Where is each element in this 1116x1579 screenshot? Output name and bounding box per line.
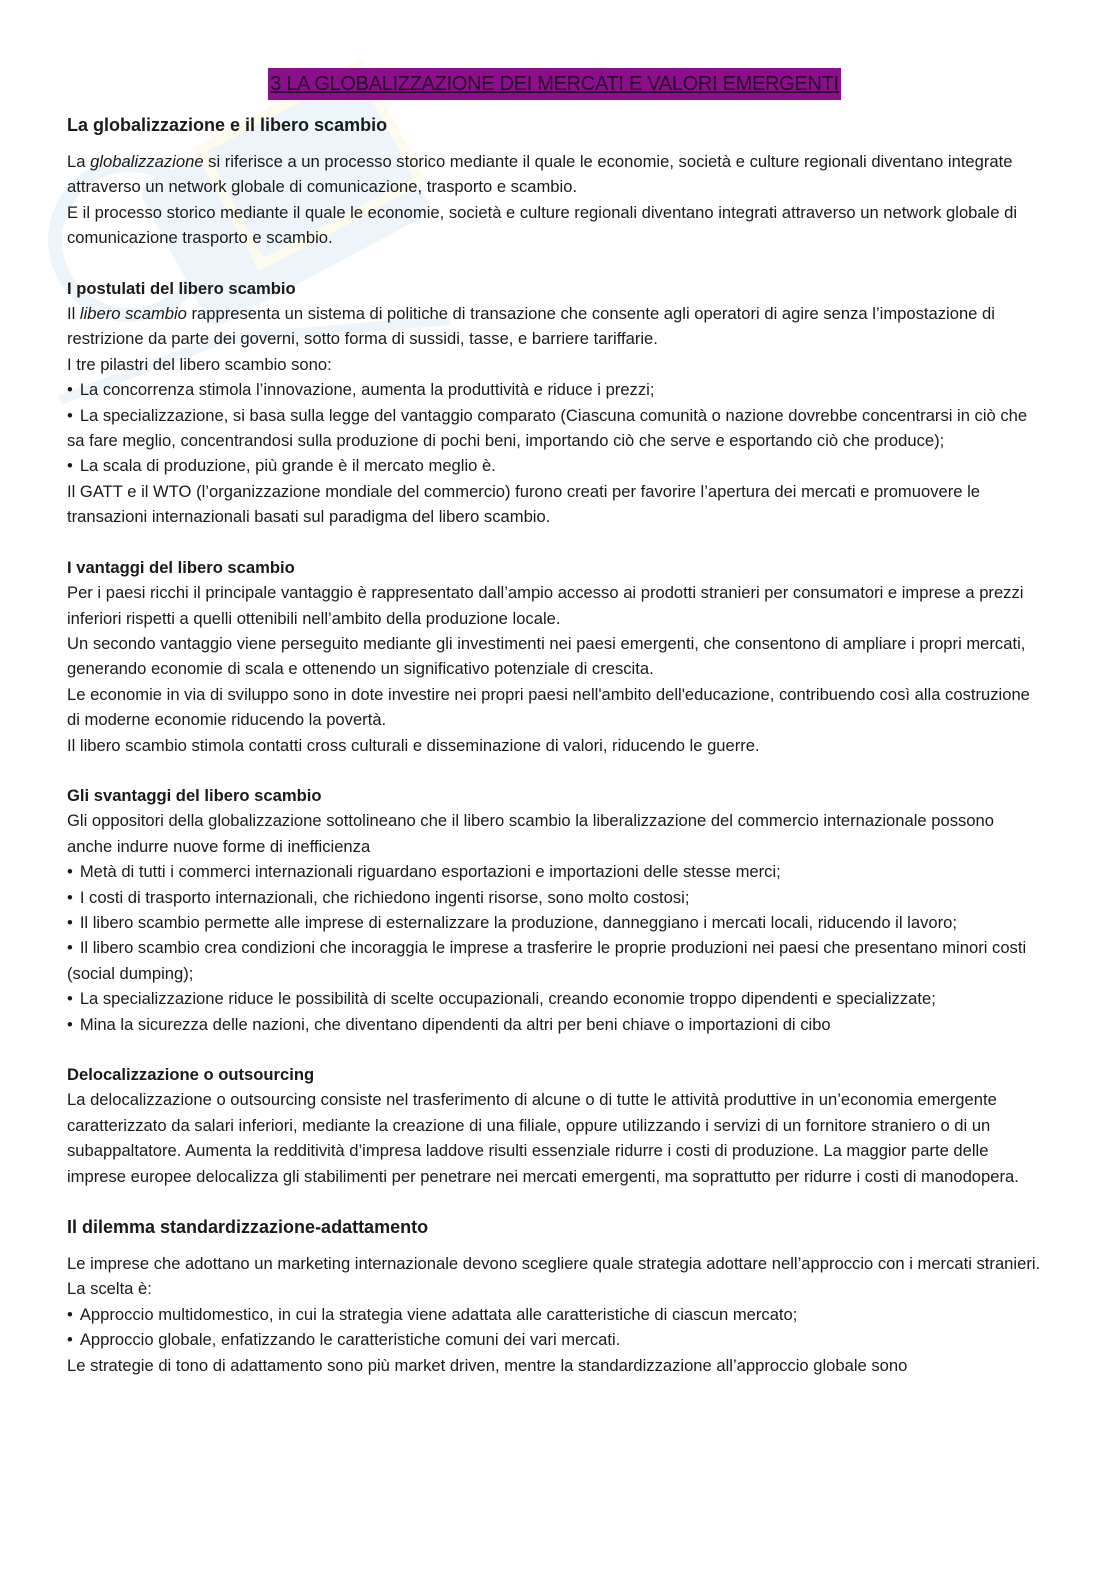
document-title: 3 LA GLOBALIZZAZIONE DEI MERCATI E VALORI EMERGENTI bbox=[268, 68, 841, 100]
bullet-item: • I costi di trasporto internazionali, che richiedono ingenti risorse, sono molto costosi; bbox=[67, 885, 1042, 910]
paragraph: Le economie in via di sviluppo sono in dote investire nei propri paesi nell'ambito dell'educazione, contribuendo così alla costruzione di moderne economie riducendo la povertà. bbox=[67, 684, 1030, 730]
section-heading: La globalizzazione e il libero scambio bbox=[67, 115, 388, 135]
paragraph: La delocalizzazione o outsourcing consiste nel trasferimento di alcune o di tutte le attività produttive in un’economia emergente caratterizzato da salari inferiori, mediante la creazione di una filiale, oppure utilizzando i servizi di un fornitore straniero o di un subappaltatore. Aumenta la redditività d’impresa laddove risulti essenziale ridurre i costi di produzione. La maggior parte delle imprese europee delocalizza gli stabilimenti per penetrare nei mercati emergenti, ma soprattutto per ridurre i costi di manodopera. bbox=[67, 1090, 1019, 1186]
paragraph: Gli oppositori della globalizzazione sottolineano che il libero scambio la liberalizzazione del commercio internazionale possono anche indurre nuove forme di inefficienza bbox=[67, 811, 994, 856]
paragraph: Un secondo vantaggio viene perseguito mediante gli investimenti nei paesi emergenti, che consentono di ampliare i propri mercati, generando economie di scala e ottenendo un significativo potenziale di crescita. bbox=[67, 633, 1026, 679]
paragraph: E il processo storico mediante il quale le economie, società e culture regionali diventano integrati attraverso un network globale di comunicazione trasporto e scambio. bbox=[67, 202, 1018, 248]
bullet-item: • La specializzazione, si basa sulla legge del vantaggio comparato (Ciascuna comunità o nazione dovrebbe concentrarsi in ciò che sa fare meglio, concentrandosi sulla produzione di pochi beni, importando ciò che serve e esportando ciò che produce); bbox=[67, 403, 1042, 454]
bullet-item: • Metà di tutti i commerci internazionali riguardano esportazioni e importazioni delle stesse merci; bbox=[67, 859, 1042, 884]
section-heading: I vantaggi del libero scambio bbox=[67, 557, 295, 577]
bullet-item: • Il libero scambio crea condizioni che incoraggia le imprese a trasferire le proprie produzioni nei paesi che presentano minori costi (social dumping); bbox=[67, 935, 1042, 986]
paragraph: Le imprese che adottano un marketing internazionale devono scegliere quale strategia adottare nell’approccio con i mercati stranieri. La scelta è: bbox=[67, 1254, 1041, 1299]
section-heading: Il dilemma standardizzazione-adattamento bbox=[67, 1217, 429, 1238]
bullet-item: • Il libero scambio permette alle imprese di esternalizzare la produzione, danneggiano i mercati locali, riducendo il lavoro; bbox=[67, 910, 1042, 935]
paragraph: I tre pilastri del libero scambio sono: bbox=[67, 354, 332, 374]
bullet-item: • Approccio multidomestico, in cui la strategia viene adattata alle caratteristiche di ciascun mercato; bbox=[67, 1302, 1042, 1327]
section-heading: Delocalizzazione o outsourcing bbox=[67, 1065, 315, 1084]
paragraph: Il libero scambio rappresenta un sistema di politiche di transazione che consente agli operatori di agire senza l’impostazione di restrizione da parte dei governi, sotto forma di sussidi, tasse, e barriere tariffarie. bbox=[67, 304, 995, 349]
bullet-item: • La concorrenza stimola l’innovazione, aumenta la produttività e riduce i prezzi; bbox=[67, 377, 1042, 402]
section-heading: I postulati del libero scambio bbox=[67, 278, 296, 298]
paragraph: Il libero scambio stimola contatti cross culturali e disseminazione di valori, riducendo le guerre. bbox=[67, 735, 760, 755]
bullet-item: • Approccio globale, enfatizzando le caratteristiche comuni dei vari mercati. bbox=[67, 1327, 1042, 1352]
bullet-item: • La specializzazione riduce le possibilità di scelte occupazionali, creando economie troppo dipendenti e specializzate; bbox=[67, 986, 1042, 1011]
paragraph: Per i paesi ricchi il principale vantaggio è rappresentato dall’ampio accesso ai prodotti stranieri per consumatori e imprese a prezzi inferiori rispetti a quelli ottenibili nell’ambito della produzione locale. bbox=[67, 583, 1024, 628]
document-page bbox=[67, 68, 1042, 1378]
paragraph: Il GATT e il WTO (l’organizzazione mondiale del commercio) furono creati per favorire l’apertura dei mercati e promuovere le transazioni internazionali basati sul paradigma del libero scambio. bbox=[67, 481, 981, 527]
bullet-item: • Mina la sicurezza delle nazioni, che diventano dipendenti da altri per beni chiave o importazioni di cibo bbox=[67, 1012, 1042, 1037]
section-heading: Gli svantaggi del libero scambio bbox=[67, 785, 322, 805]
paragraph: Le strategie di tono di adattamento sono più market driven, mentre la standardizzazione all’approccio globale sono bbox=[67, 1355, 908, 1375]
bullet-item: • La scala di produzione, più grande è il mercato meglio è. bbox=[67, 453, 1042, 478]
paragraph: La globalizzazione si riferisce a un processo storico mediante il quale le economie, società e culture regionali diventano integrate attraverso un network globale di comunicazione, trasporto e scambio. bbox=[67, 152, 1013, 197]
